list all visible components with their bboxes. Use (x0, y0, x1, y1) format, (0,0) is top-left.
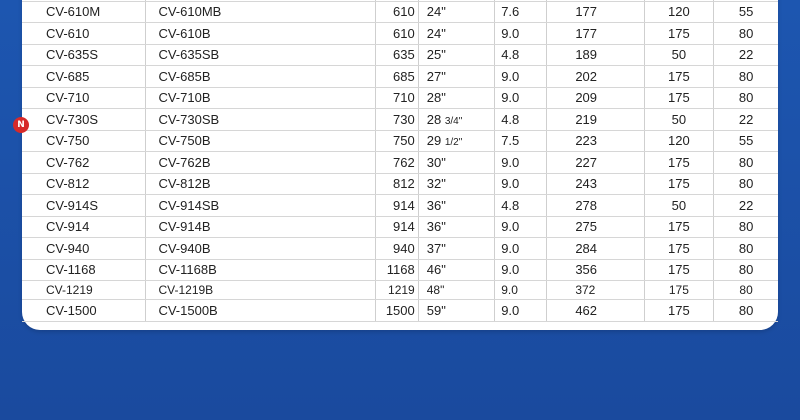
table-row (22, 216, 778, 238)
model-cell (22, 281, 146, 300)
mm-cell (375, 259, 418, 281)
model-cell (22, 195, 146, 217)
value-c-cell-text: 120 (668, 4, 690, 20)
inch-cell (418, 238, 494, 260)
value-a-cell (495, 152, 547, 174)
value-a-cell (495, 195, 547, 217)
inch-cell (418, 195, 494, 217)
value-d-cell-text: 80 (738, 154, 754, 170)
model-b-cell-text: CV-730SB (158, 111, 220, 127)
value-d-cell (714, 109, 778, 131)
value-a-cell-text: 9.0 (501, 219, 520, 235)
value-b-cell (547, 87, 644, 109)
value-c-cell-text: 50 (671, 111, 687, 127)
value-b-cell-text: 209 (575, 90, 598, 106)
value-b-cell-text: 223 (575, 133, 598, 149)
value-c-cell-text: 50 (671, 197, 687, 213)
value-b-cell (547, 44, 644, 66)
value-a-cell-text: 9.0 (501, 283, 518, 297)
table-row (22, 87, 778, 109)
value-b-cell (547, 1, 644, 23)
value-a-cell-text: 7.5 (501, 133, 520, 149)
value-d-cell (714, 23, 778, 45)
value-a-cell (495, 173, 547, 195)
value-b-cell (547, 216, 644, 238)
table-row (22, 66, 778, 88)
value-b-cell (547, 130, 644, 152)
value-d-cell (714, 66, 778, 88)
value-c-cell (644, 238, 714, 260)
spec-table-body (22, 0, 778, 321)
value-c-cell-text: 175 (668, 283, 689, 297)
value-d-cell (714, 281, 778, 300)
inch-cell (418, 87, 494, 109)
value-d-cell-text: 80 (738, 90, 754, 106)
value-b-cell (547, 23, 644, 45)
inch-fraction: 3/4" (444, 115, 463, 127)
mm-cell-text: 610 (393, 25, 415, 41)
value-c-cell (644, 152, 714, 174)
model-b-cell-text: CV-914SB (158, 197, 220, 213)
model-cell-text: CV-914S (46, 197, 99, 213)
inch-cell (418, 281, 494, 300)
value-a-cell (495, 87, 547, 109)
inch-cell-text: 37" (426, 240, 446, 256)
value-d-cell (714, 130, 778, 152)
value-a-cell (495, 281, 547, 300)
inch-cell-text: 30" (426, 154, 446, 170)
model-cell (22, 216, 146, 238)
value-d-cell-text: 80 (739, 283, 753, 297)
value-b-cell-text: 275 (575, 219, 598, 235)
value-d-cell (714, 259, 778, 281)
value-a-cell-text: 4.8 (501, 47, 520, 63)
model-b-cell-text: CV-914B (158, 219, 211, 235)
value-a-cell-text: 4.8 (501, 197, 520, 213)
table-row (22, 259, 778, 281)
mm-cell-text: 940 (393, 240, 415, 256)
value-c-cell (644, 216, 714, 238)
model-b-cell (146, 195, 375, 217)
value-c-cell-text: 50 (671, 47, 687, 63)
mm-cell (375, 195, 418, 217)
value-c-cell-text: 175 (668, 302, 690, 318)
model-b-cell (146, 173, 375, 195)
spec-table (22, 0, 778, 322)
inch-cell (418, 1, 494, 23)
inch-cell (418, 109, 494, 131)
model-b-cell-text: CV-762B (158, 154, 211, 170)
model-cell (22, 152, 146, 174)
value-b-cell-text: 284 (575, 240, 598, 256)
model-cell-text: CV-685 (46, 68, 90, 84)
model-cell-text: CV-1500 (46, 302, 97, 318)
value-a-cell-text: 9.0 (501, 240, 520, 256)
model-cell-text: CV-914 (46, 219, 90, 235)
mm-cell-text: 762 (393, 154, 415, 170)
model-b-cell (146, 130, 375, 152)
value-b-cell (547, 281, 644, 300)
inch-cell-text: 25" (426, 47, 446, 63)
model-b-cell (146, 216, 375, 238)
value-d-cell (714, 173, 778, 195)
value-c-cell (644, 173, 714, 195)
model-b-cell-text: CV-685B (158, 68, 211, 84)
model-b-cell (146, 44, 375, 66)
value-d-cell-text: 80 (738, 25, 754, 41)
value-c-cell-text: 175 (668, 68, 690, 84)
value-b-cell-text: 278 (575, 197, 598, 213)
value-b-cell-text: 189 (575, 47, 598, 63)
value-c-cell (644, 259, 714, 281)
value-d-cell-text: 80 (738, 219, 754, 235)
value-b-cell-text: 227 (575, 154, 598, 170)
inch-cell (418, 216, 494, 238)
mm-cell (375, 87, 418, 109)
mm-cell (375, 152, 418, 174)
inch-cell (418, 23, 494, 45)
mm-cell-text: 812 (393, 176, 415, 192)
inch-cell-text: 59" (426, 302, 446, 318)
value-b-cell (547, 109, 644, 131)
value-b-cell (547, 66, 644, 88)
value-c-cell-text: 175 (668, 154, 690, 170)
inch-cell-text: 27" (426, 68, 446, 84)
model-b-cell-text: CV-940B (158, 240, 211, 256)
model-cell (22, 109, 146, 131)
value-c-cell (644, 195, 714, 217)
table-row (22, 300, 778, 322)
model-cell-text: CV-635S (46, 47, 99, 63)
value-d-cell (714, 87, 778, 109)
value-d-cell-text: 55 (738, 133, 754, 149)
new-badge-icon: N (13, 117, 29, 133)
mm-cell (375, 281, 418, 300)
value-b-cell-text: 372 (575, 283, 596, 297)
inch-cell (418, 259, 494, 281)
value-c-cell-text: 175 (668, 25, 690, 41)
value-d-cell-text: 80 (738, 176, 754, 192)
value-d-cell-text: 55 (738, 4, 754, 20)
value-b-cell-text: 219 (575, 111, 598, 127)
mm-cell (375, 300, 418, 322)
model-cell (22, 130, 146, 152)
mm-cell-text: 610 (393, 4, 415, 20)
model-b-cell-text: CV-610MB (158, 4, 222, 20)
value-b-cell-text: 243 (575, 176, 598, 192)
table-row (22, 195, 778, 217)
mm-cell-text: 1168 (386, 262, 415, 278)
model-cell-text: CV-730S (46, 111, 99, 127)
value-a-cell (495, 259, 547, 281)
model-b-cell (146, 87, 375, 109)
table-row (22, 173, 778, 195)
value-b-cell (547, 195, 644, 217)
inch-cell (418, 44, 494, 66)
mm-cell-text: 685 (393, 68, 415, 84)
value-a-cell (495, 1, 547, 23)
table-row (22, 130, 778, 152)
inch-cell-text: 36" (426, 219, 446, 235)
mm-cell (375, 238, 418, 260)
model-b-cell (146, 152, 375, 174)
value-b-cell-text: 177 (575, 4, 598, 20)
value-c-cell (644, 23, 714, 45)
value-b-cell (547, 238, 644, 260)
mm-cell (375, 216, 418, 238)
model-b-cell-text: CV-750B (158, 133, 211, 149)
value-a-cell (495, 23, 547, 45)
value-a-cell-text: 9.0 (501, 25, 520, 41)
value-c-cell-text: 120 (668, 133, 690, 149)
value-a-cell (495, 238, 547, 260)
value-d-cell (714, 152, 778, 174)
model-b-cell-text: CV-812B (158, 176, 211, 192)
value-b-cell (547, 173, 644, 195)
inch-cell-text: 28" (426, 90, 446, 106)
value-a-cell-text: 9.0 (501, 262, 520, 278)
model-b-cell (146, 259, 375, 281)
value-d-cell-text: 22 (738, 111, 754, 127)
value-a-cell (495, 300, 547, 322)
model-cell (22, 23, 146, 45)
value-c-cell-text: 175 (668, 176, 690, 192)
model-cell-text: CV-812 (46, 176, 90, 192)
mm-cell-text: 914 (393, 219, 415, 235)
mm-cell-text: 750 (393, 133, 415, 149)
inch-cell-text: 48" (426, 283, 445, 297)
value-a-cell-text: 4.8 (501, 111, 520, 127)
model-b-cell (146, 300, 375, 322)
value-c-cell (644, 300, 714, 322)
value-c-cell-text: 175 (668, 219, 690, 235)
value-a-cell-text: 9.0 (501, 90, 520, 106)
model-cell-text: CV-710 (46, 90, 90, 106)
mm-cell-text: 730 (393, 111, 415, 127)
value-b-cell (547, 300, 644, 322)
inch-cell (418, 152, 494, 174)
value-d-cell (714, 238, 778, 260)
model-b-cell (146, 238, 375, 260)
model-cell (22, 238, 146, 260)
value-a-cell-text: 9.0 (501, 176, 520, 192)
value-d-cell-text: 80 (738, 68, 754, 84)
model-b-cell-text: CV-1168B (158, 262, 217, 278)
value-a-cell-text: 7.6 (501, 4, 520, 20)
value-b-cell-text: 177 (575, 25, 598, 41)
model-cell-text: CV-1219 (46, 283, 93, 297)
value-b-cell-text: 202 (575, 68, 598, 84)
model-b-cell-text: CV-1500B (158, 302, 218, 318)
inch-cell (418, 66, 494, 88)
value-d-cell (714, 195, 778, 217)
model-b-cell (146, 23, 375, 45)
model-cell (22, 173, 146, 195)
value-d-cell (714, 216, 778, 238)
value-a-cell (495, 130, 547, 152)
table-row (22, 1, 778, 23)
inch-cell (418, 300, 494, 322)
inch-fraction: 1/2" (444, 137, 463, 149)
mm-cell-text: 1219 (388, 283, 415, 297)
value-a-cell-text: 9.0 (501, 154, 520, 170)
value-d-cell-text: 22 (738, 47, 754, 63)
model-cell (22, 259, 146, 281)
mm-cell-text: 1500 (385, 302, 415, 318)
value-d-cell-text: 80 (738, 240, 754, 256)
table-row (22, 152, 778, 174)
model-b-cell-text: CV-1219B (158, 283, 214, 297)
value-b-cell (547, 259, 644, 281)
inch-cell-text: 29 (426, 133, 442, 149)
model-cell (22, 87, 146, 109)
value-c-cell (644, 66, 714, 88)
value-d-cell-text: 80 (738, 262, 754, 278)
table-row (22, 44, 778, 66)
mm-cell-text: 635 (393, 47, 415, 63)
inch-cell (418, 173, 494, 195)
value-a-cell (495, 216, 547, 238)
model-b-cell (146, 1, 375, 23)
value-d-cell (714, 1, 778, 23)
value-c-cell (644, 109, 714, 131)
value-a-cell-text: 9.0 (501, 302, 520, 318)
value-c-cell (644, 130, 714, 152)
mm-cell (375, 173, 418, 195)
inch-cell-text: 46" (426, 262, 446, 278)
value-b-cell (547, 152, 644, 174)
model-b-cell (146, 66, 375, 88)
value-a-cell (495, 109, 547, 131)
inch-cell (418, 130, 494, 152)
model-b-cell (146, 281, 375, 300)
value-b-cell-text: 462 (575, 302, 598, 318)
model-b-cell-text: CV-710B (158, 90, 211, 106)
mm-cell (375, 23, 418, 45)
model-cell (22, 66, 146, 88)
value-b-cell-text: 356 (575, 262, 598, 278)
mm-cell (375, 109, 418, 131)
model-cell-text: CV-1168 (46, 262, 96, 278)
value-c-cell-text: 175 (668, 90, 690, 106)
mm-cell (375, 66, 418, 88)
value-c-cell (644, 87, 714, 109)
model-b-cell-text: CV-635SB (158, 47, 220, 63)
value-c-cell-text: 175 (668, 262, 690, 278)
model-cell-text: CV-762 (46, 154, 90, 170)
value-c-cell (644, 1, 714, 23)
mm-cell-text: 914 (393, 197, 415, 213)
model-cell-text: CV-610M (46, 4, 101, 20)
inch-cell-text: 24" (426, 25, 446, 41)
table-row (22, 23, 778, 45)
value-c-cell (644, 281, 714, 300)
value-d-cell (714, 300, 778, 322)
value-a-cell-text: 9.0 (501, 68, 520, 84)
mm-cell (375, 130, 418, 152)
value-d-cell-text: 80 (738, 302, 754, 318)
table-row (22, 281, 778, 300)
mm-cell-text: 710 (393, 90, 415, 106)
model-b-cell (146, 109, 375, 131)
value-c-cell (644, 44, 714, 66)
model-cell-text: CV-940 (46, 240, 90, 256)
value-a-cell (495, 66, 547, 88)
value-d-cell (714, 44, 778, 66)
table-row (22, 109, 778, 131)
model-b-cell-text: CV-610B (158, 25, 211, 41)
value-d-cell-text: 22 (738, 197, 754, 213)
mm-cell (375, 44, 418, 66)
model-cell-text: CV-610 (46, 25, 90, 41)
value-a-cell (495, 44, 547, 66)
inch-cell-text: 36" (426, 197, 446, 213)
model-cell (22, 44, 146, 66)
table-row (22, 238, 778, 260)
spec-table-card (17, 0, 778, 330)
value-c-cell-text: 175 (668, 240, 690, 256)
model-cell-text: CV-750 (46, 133, 90, 149)
model-cell (22, 1, 146, 23)
mm-cell (375, 1, 418, 23)
inch-cell-text: 24" (426, 4, 446, 20)
model-cell (22, 300, 146, 322)
inch-cell-text: 28 (426, 111, 442, 127)
inch-cell-text: 32" (426, 176, 446, 192)
